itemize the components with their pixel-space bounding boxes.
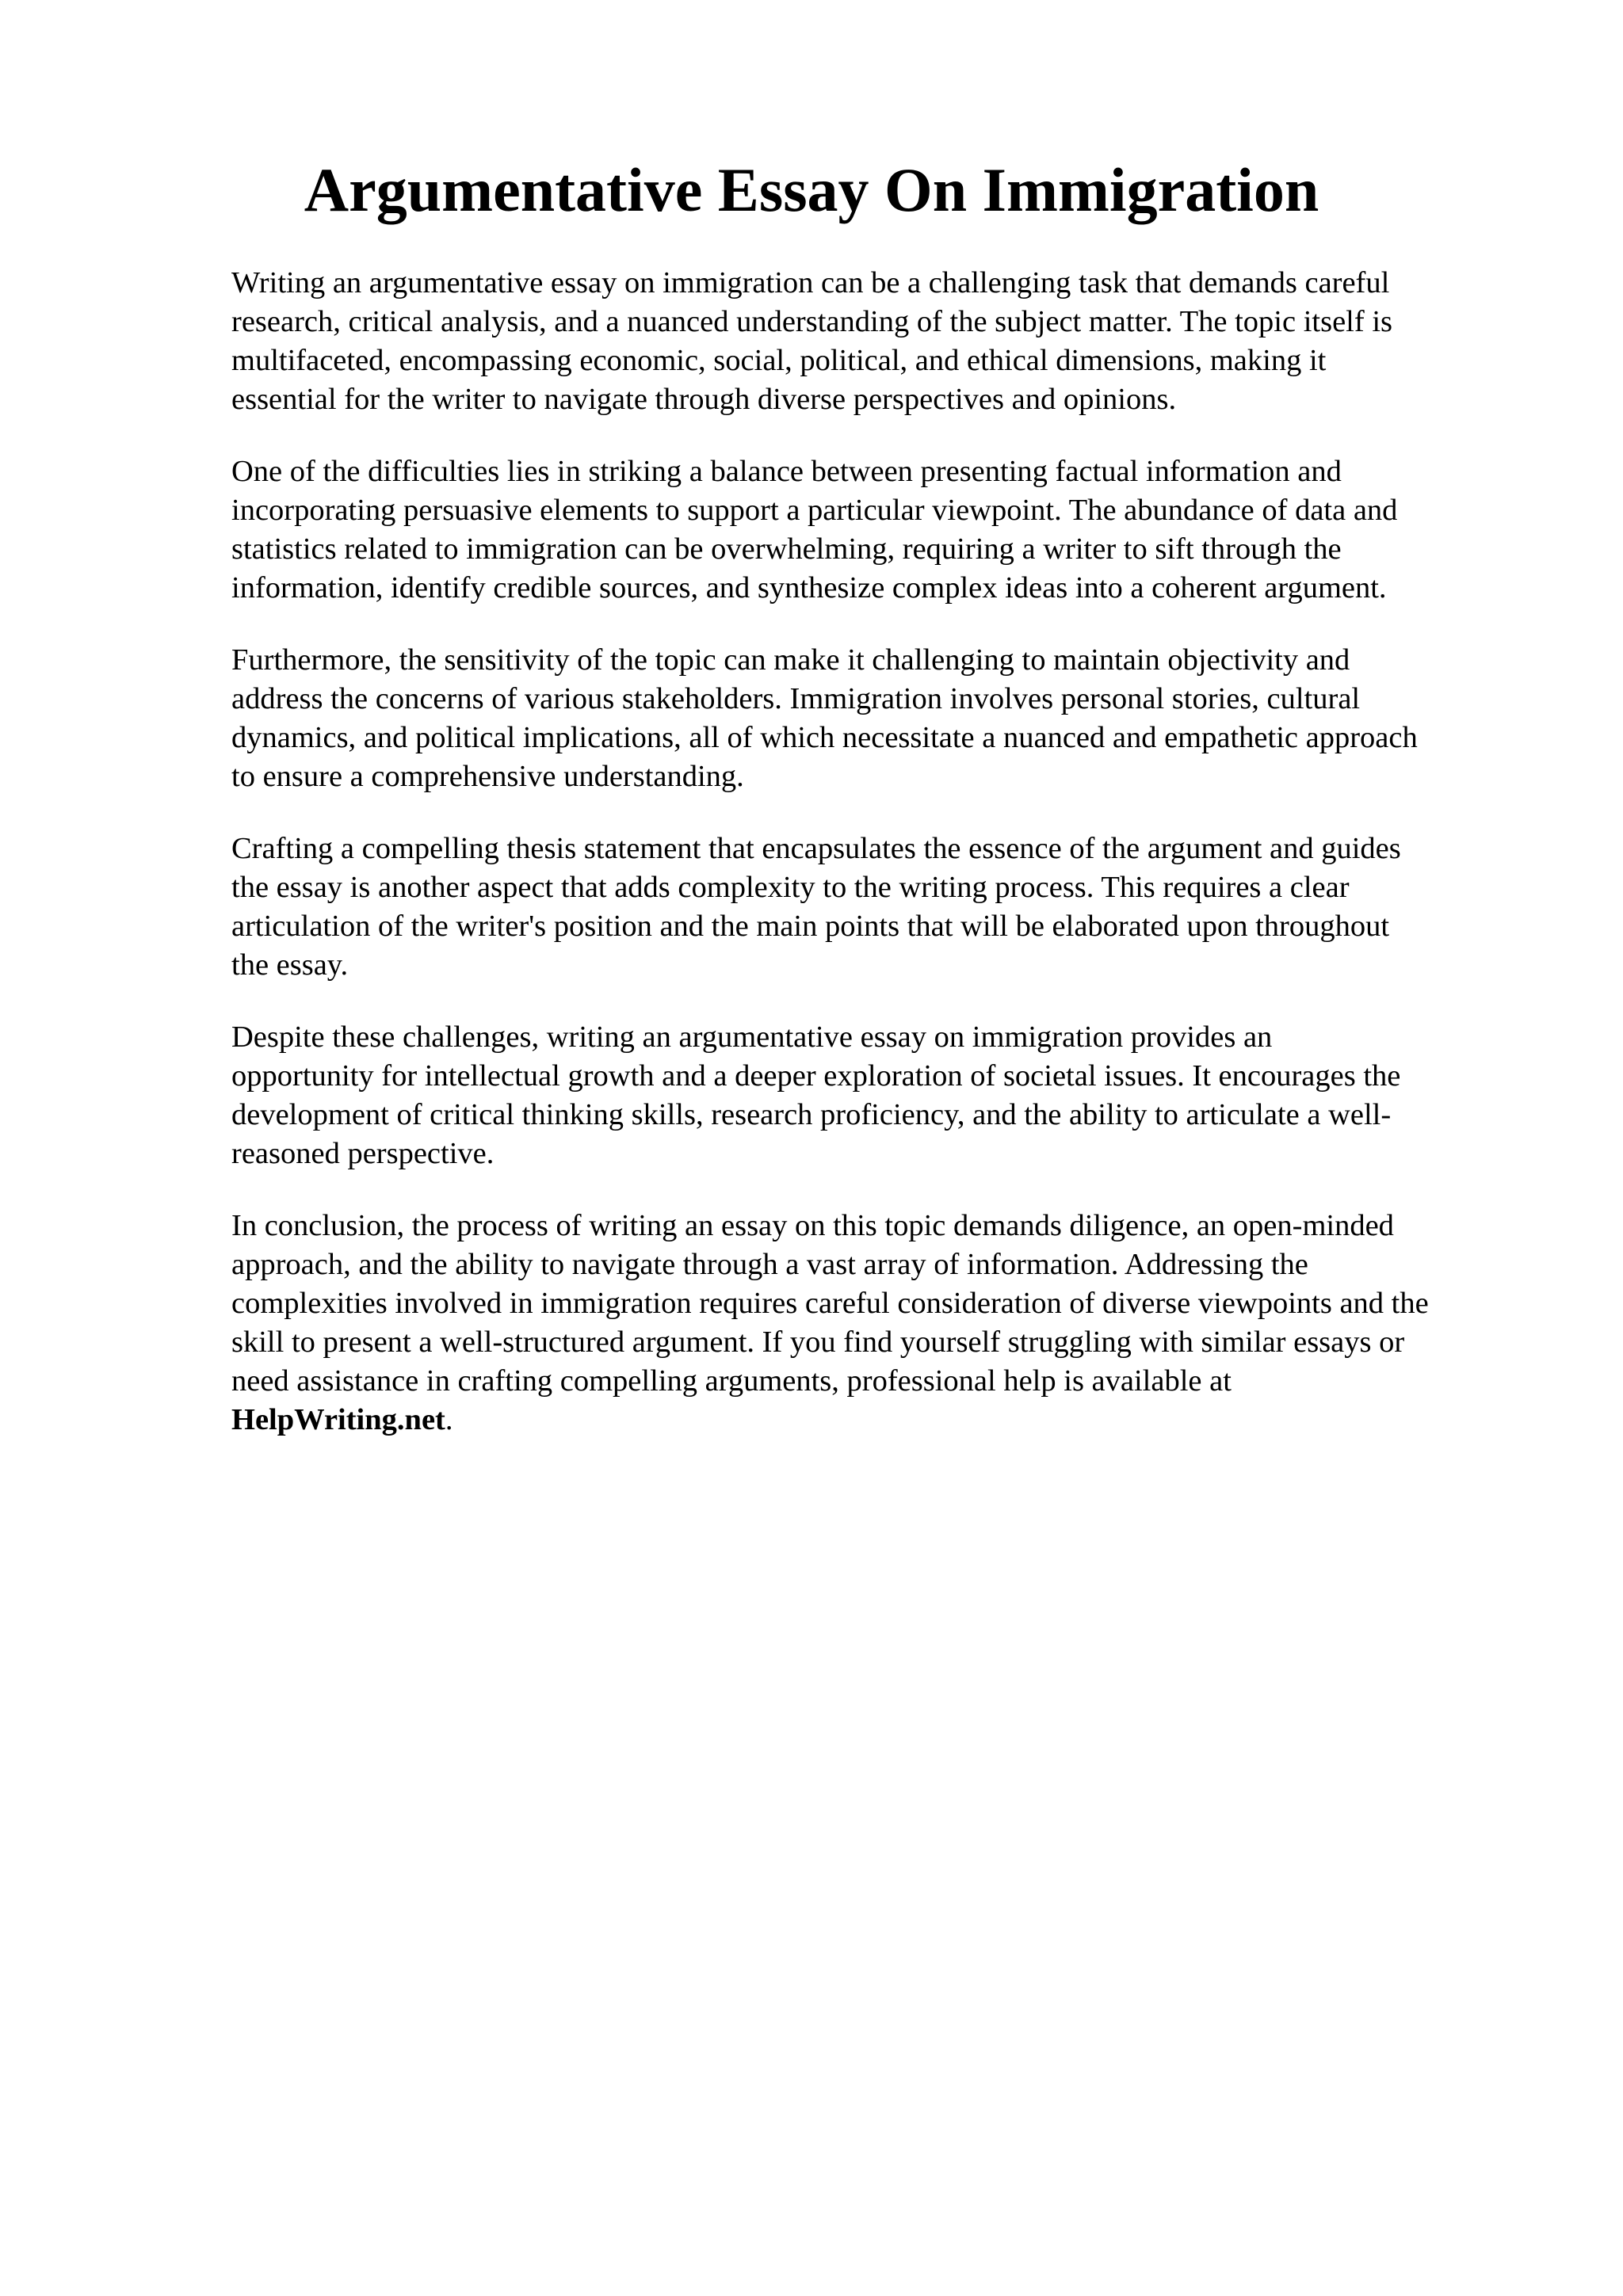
text-line: to ensure a comprehensive understanding. bbox=[231, 760, 744, 793]
text-line: information, identify credible sources, and synthesize complex ideas into a coherent argument. bbox=[231, 571, 1387, 605]
text-line: incorporating persuasive elements to support a particular viewpoint. The abundance of data and bbox=[231, 494, 1398, 527]
text-line: Writing an argumentative essay on immigration can be a challenging task that demands careful bbox=[231, 266, 1390, 299]
essay-body bbox=[231, 264, 1531, 1473]
text-line: development of critical thinking skills, research proficiency, and the ability to articulate a well- bbox=[231, 1098, 1392, 1131]
paragraph-3 bbox=[231, 641, 1531, 796]
text-line: skill to present a well-structured argument. If you find yourself struggling with similar essays or bbox=[231, 1325, 1405, 1359]
paragraph-5 bbox=[231, 1018, 1531, 1173]
text-line: Crafting a compelling thesis statement that encapsulates the essence of the argument and guides bbox=[231, 832, 1401, 865]
text-line: One of the difficulties lies in striking a balance between presenting factual information and bbox=[231, 455, 1342, 488]
closing-line bbox=[231, 1401, 1531, 1440]
text-line: dynamics, and political implications, all of which necessitate a nuanced and empathetic approach bbox=[231, 721, 1418, 754]
paragraph-1 bbox=[231, 264, 1531, 419]
text-line: Despite these challenges, writing an argumentative essay on immigration provides an bbox=[231, 1020, 1273, 1054]
text-line: multifaceted, encompassing economic, social, political, and ethical dimensions, making it bbox=[231, 344, 1327, 377]
text-line: approach, and the ability to navigate through a vast array of information. Addressing the bbox=[231, 1248, 1308, 1281]
text-line: need assistance in crafting compelling arguments, professional help is available at bbox=[231, 1364, 1232, 1398]
text-line: opportunity for intellectual growth and a deeper exploration of societal issues. It encourages the bbox=[231, 1059, 1401, 1093]
page-title: Argumentative Essay On Immigration bbox=[304, 155, 1319, 224]
helpwriting-link[interactable]: HelpWriting.net bbox=[231, 1403, 445, 1436]
paragraph-2 bbox=[231, 452, 1531, 608]
text-line: essential for the writer to navigate through diverse perspectives and opinions. bbox=[231, 383, 1177, 416]
paragraph-6 bbox=[231, 1207, 1531, 1440]
text-line: the essay. bbox=[231, 948, 349, 982]
paragraph-4 bbox=[231, 830, 1531, 985]
text-line: the essay is another aspect that adds complexity to the writing process. This requires a clear bbox=[231, 871, 1350, 904]
text-line: In conclusion, the process of writing an essay on this topic demands diligence, an open-minded bbox=[231, 1209, 1394, 1242]
text-line: complexities involved in immigration requires careful consideration of diverse viewpoints and the bbox=[231, 1287, 1429, 1320]
text-line: articulation of the writer's position and the main points that will be elaborated upon throughout bbox=[231, 910, 1390, 943]
text-line: Furthermore, the sensitivity of the topic can make it challenging to maintain objectivity and bbox=[231, 643, 1350, 677]
text-line: address the concerns of various stakeholders. Immigration involves personal stories, cultural bbox=[231, 682, 1361, 715]
closing-period: . bbox=[445, 1403, 453, 1436]
text-line: reasoned perspective. bbox=[231, 1137, 495, 1170]
text-line: statistics related to immigration can be overwhelming, requiring a writer to sift through the bbox=[231, 532, 1342, 566]
text-line: research, critical analysis, and a nuanced understanding of the subject matter. The topic itself is bbox=[231, 305, 1392, 338]
